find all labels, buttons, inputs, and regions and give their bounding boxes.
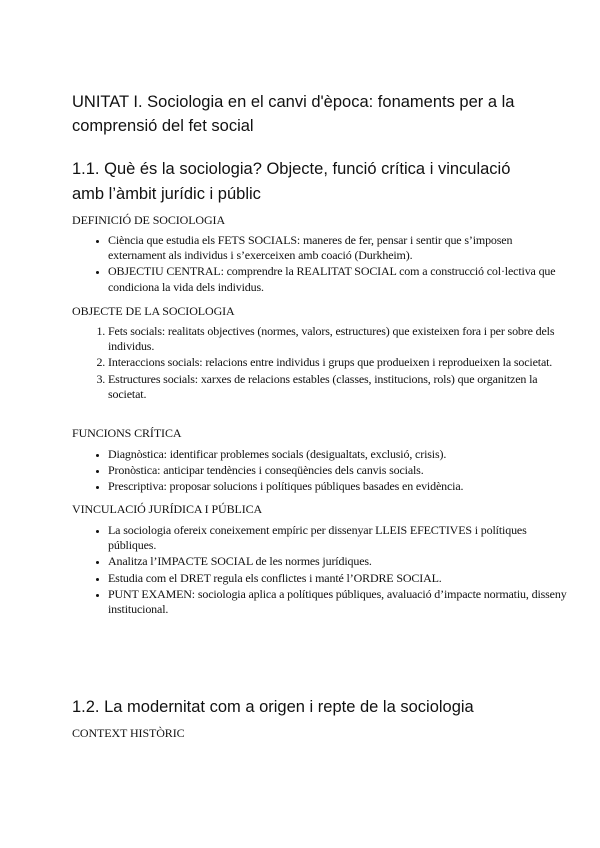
list-item: 2. Interaccions socials: relacions entre individus i grups que produeixen i reprodueixen la societat.	[108, 355, 568, 370]
list-item: 3. Estructures socials: xarxes de relacions estables (classes, institucions, rols) que organitzen la societat.	[108, 372, 568, 402]
vinculacio-label: VINCULACIÓ JURÍDICA I PÚBLICA	[72, 502, 263, 516]
list-item: • Diagnòstica: identificar problemes socials (desigualtats, exclusió, crisis).	[108, 447, 568, 462]
list-item: • Estudia com el DRET regula els conflictes i manté l’ORDRE SOCIAL.	[108, 571, 568, 586]
list-item: • OBJECTIU CENTRAL: comprendre la REALITAT SOCIAL com a construcció col·lectiva que condiciona la vida dels individus.	[108, 264, 568, 294]
definicio-list	[72, 233, 568, 296]
section-1-2-title: 1.2. La modernitat com a origen i repte de la sociologia	[72, 698, 474, 716]
objecte-label: OBJECTE DE LA SOCIOLOGIA	[72, 304, 235, 318]
objecte-list	[72, 324, 568, 403]
list-item: • Prescriptiva: proposar solucions i polítiques públiques basades en evidència.	[108, 479, 568, 494]
list-item: • PUNT EXAMEN: sociologia aplica a polítiques públiques, avaluació d’impacte normatiu, disseny institucional.	[108, 587, 568, 617]
context-label: CONTEXT HISTÒRIC	[72, 726, 185, 740]
list-item: • Ciència que estudia els FETS SOCIALS: maneres de fer, pensar i sentir que s’imposen externament als individus i s’exerceixen amb coació (Durkheim).	[108, 233, 568, 263]
list-item: • Pronòstica: anticipar tendències i conseqüències dels canvis socials.	[108, 463, 568, 478]
list-item: • La sociologia ofereix coneixement empíric per dissenyar LLEIS EFECTIVES i polítiques públiques.	[108, 523, 568, 553]
unit-title: UNITAT I. Sociologia en el canvi d'època: fonaments per a la comprensió del fet social	[72, 93, 515, 135]
definicio-label: DEFINICIÓ DE SOCIOLOGIA	[72, 213, 226, 227]
funcions-label: FUNCIONS CRÍTICA	[72, 426, 182, 440]
section-1-1-title: 1.1. Què és la sociologia? Objecte, funció crítica i vinculació amb l’àmbit jurídic i públic	[72, 160, 511, 203]
list-item: • Analitza l’IMPACTE SOCIAL de les normes jurídiques.	[108, 554, 568, 569]
funcions-list	[72, 447, 568, 496]
list-item: 1. Fets socials: realitats objectives (normes, valors, estructures) que existeixen fora i per sobre dels individus.	[108, 324, 568, 354]
vinculacio-list	[72, 523, 568, 618]
